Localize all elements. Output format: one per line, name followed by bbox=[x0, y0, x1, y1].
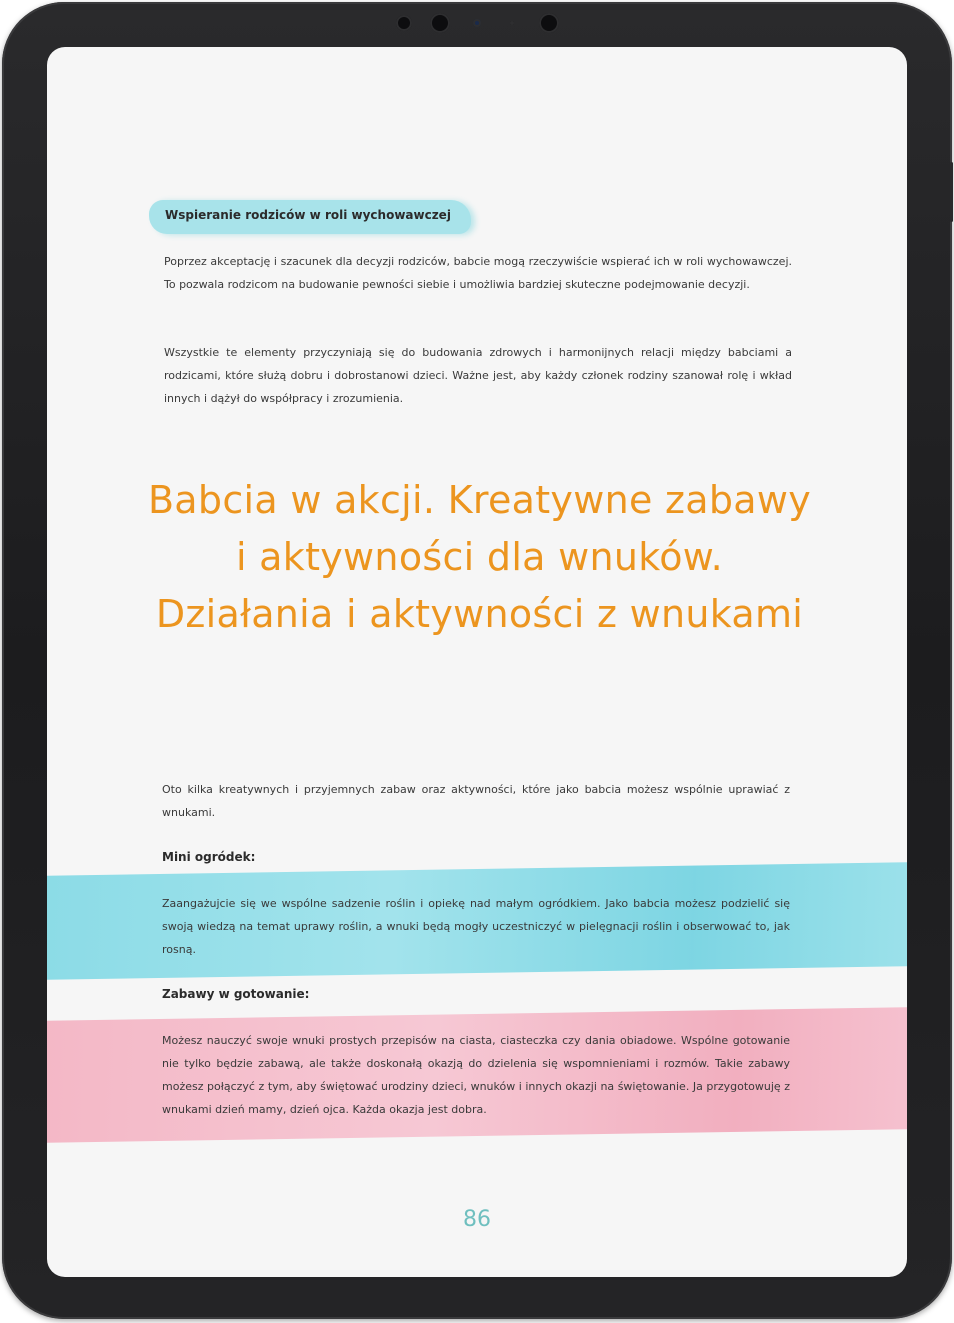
section-heading: Wspieranie rodziców w roli wychowawczej bbox=[165, 208, 451, 222]
paragraph: Poprzez akceptację i szacunek dla decyzji rodziców, babcie mogą rzeczywiście wspierać ich w roli wychowawczej. To pozwala rodzicom na budowanie pewności siebie i umożliwia bardziej skuteczne podejmowanie decyzji. bbox=[164, 255, 792, 291]
activity-text: Możesz nauczyć swoje wnuki prostych przepisów na ciasta, ciasteczka czy dania obiadowe. Wspólne gotowanie nie tylko będzie zabawą, ale także doskonałą okazją do dzielenia się wspomnieniami i rozmów. Takie zabawy możesz połączyć z tym, aby świętować urodziny dzieci, wnuków i innych okazji na świętowanie. Ja przygotowuję z wnukami dzień mamy, dzień ojca. Każda okazja jest dobra. bbox=[162, 1034, 790, 1116]
front-camera bbox=[473, 19, 481, 27]
paragraph: Wszystkie te elementy przyczyniają się do budowania zdrowych i harmonijnych relacji między babciami a rodzicami, które służą dobru i dobrostanowi dzieci. Ważne jest, aby każdy członek rodziny szanował rolę i wkład innych i dążył do współpracy i zrozumienia. bbox=[164, 346, 792, 405]
chapter-title: Babcia w akcji. Kreatywne zabawy i aktywności dla wnuków. Działania i aktywności z wnukami bbox=[147, 478, 812, 636]
sensor-dot bbox=[396, 15, 412, 31]
camera-lens bbox=[430, 13, 450, 33]
sensor-lens bbox=[539, 13, 559, 33]
intro-paragraph: Oto kilka kreatywnych i przyjemnych zabaw oraz aktywności, które jako babcia możesz wspólnie uprawiać z wnukami. bbox=[162, 783, 790, 819]
activity-text: Zaangażujcie się we wspólne sadzenie roślin i opiekę nad małym ogródkiem. Jako babcia możesz podzielić się swoją wiedzą na temat uprawy roślin, a wnuki będą mogły uczestniczyć w pielęgnacji roślin i obserwować to, jak rosną. bbox=[162, 897, 790, 956]
activity-title: Zabawy w gotowanie: bbox=[162, 987, 310, 1001]
page-number: 86 bbox=[463, 1207, 491, 1232]
camera-bar bbox=[0, 12, 954, 34]
sensor-dot-small bbox=[510, 21, 514, 25]
side-button bbox=[950, 162, 953, 222]
screen bbox=[47, 47, 907, 1277]
activity-title: Mini ogródek: bbox=[162, 850, 256, 864]
